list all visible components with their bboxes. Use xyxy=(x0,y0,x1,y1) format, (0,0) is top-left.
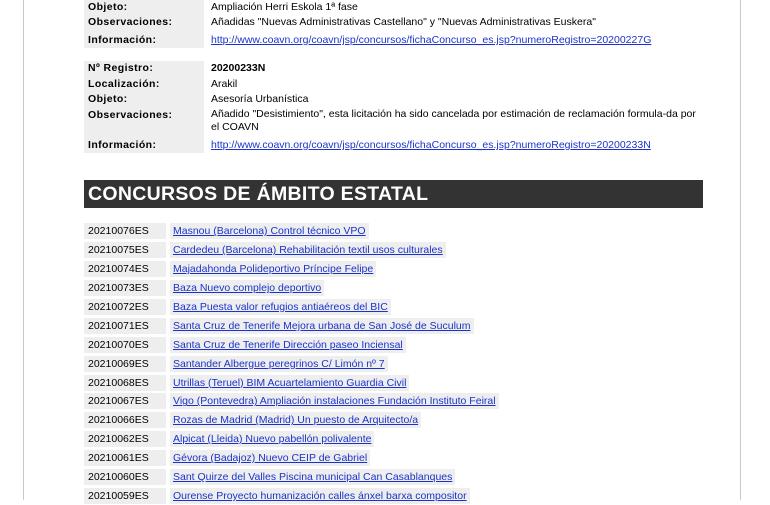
objeto-value: Asesoría Urbanística xyxy=(211,93,309,105)
list-item xyxy=(84,222,514,241)
info-row xyxy=(84,0,702,15)
contest-code: 20210071ES xyxy=(84,318,166,334)
info-row xyxy=(84,134,702,153)
registry-block-2 xyxy=(84,61,702,153)
info-row xyxy=(84,15,702,30)
contest-code: 20210059ES xyxy=(84,488,166,504)
list-item xyxy=(84,316,514,335)
contest-link[interactable]: Baza Puesta valor refugios antiaéreos del BIC xyxy=(170,299,391,315)
contest-code: 20210066ES xyxy=(84,412,166,428)
contest-link[interactable]: Santa Cruz de Tenerife Dirección paseo Inciensal xyxy=(170,337,406,353)
objeto-label: Objeto: xyxy=(84,0,204,15)
localizacion-value: Arakil xyxy=(211,78,238,90)
list-item xyxy=(84,392,514,411)
contest-link[interactable]: Rozas de Madrid (Madrid) Un puesto de Arquitecto/a xyxy=(170,412,421,428)
list-item xyxy=(84,373,514,392)
informacion-label: Información: xyxy=(84,30,204,48)
contest-code: 20210075ES xyxy=(84,242,166,258)
contest-link[interactable]: Vigo (Pontevedra) Ampliación instalaciones Fundación Instituto Feiral xyxy=(170,393,499,409)
list-item xyxy=(84,241,514,260)
localizacion-label: Localización: xyxy=(84,76,204,92)
informacion-label: Información: xyxy=(84,134,204,153)
contest-code: 20210073ES xyxy=(84,280,166,296)
contest-code: 20210069ES xyxy=(84,356,166,372)
contest-link[interactable]: Gévora (Badajoz) Nuevo CEIP de Gabriel xyxy=(170,450,370,466)
registro-label: Nº Registro: xyxy=(84,61,204,76)
observaciones-value: Añadido "Desistimiento", esta licitación ha sido cancelada por estimación de reclamación formula-da por el COAVN xyxy=(211,108,696,133)
list-item xyxy=(84,279,514,298)
contest-code: 20210061ES xyxy=(84,450,166,466)
info-row xyxy=(84,76,702,92)
contest-code: 20210062ES xyxy=(84,431,166,447)
contest-code: 20210076ES xyxy=(84,223,166,239)
contest-code: 20210067ES xyxy=(84,393,166,409)
info-row xyxy=(84,61,702,76)
info-link[interactable]: http://www.coavn.org/coavn/jsp/concursos/fichaConcurso_es.jsp?numeroRegistro=20200227G xyxy=(211,34,652,46)
contest-code: 20210068ES xyxy=(84,375,166,391)
list-item xyxy=(84,335,514,354)
section-header: CONCURSOS DE ÁMBITO ESTATAL xyxy=(84,180,703,208)
info-row xyxy=(84,107,702,134)
contest-link[interactable]: Masnou (Barcelona) Control técnico VPO xyxy=(170,223,369,239)
list-item xyxy=(84,449,514,468)
contest-link[interactable]: Sant Quirze del Valles Piscina municipal Can Casablanques xyxy=(170,469,455,485)
observaciones-value: Añadidas "Nuevas Administrativas Castellano" y "Nuevas Administrativas Euskera" xyxy=(211,16,596,28)
contest-link[interactable]: Santa Cruz de Tenerife Mejora urbana de San José de Suculum xyxy=(170,318,474,334)
info-row xyxy=(84,30,702,48)
list-item xyxy=(84,411,514,430)
list-item xyxy=(84,298,514,317)
contest-link[interactable]: Utrillas (Teruel) BIM Acuartelamiento Guardia Civil xyxy=(170,375,409,391)
list-item xyxy=(84,260,514,279)
contest-code: 20210072ES xyxy=(84,299,166,315)
list-item xyxy=(84,468,514,487)
objeto-value: Ampliación Herri Eskola 1ª fase xyxy=(211,1,358,13)
contest-list xyxy=(84,222,514,505)
objeto-label: Objeto: xyxy=(84,92,204,107)
info-row xyxy=(84,92,702,107)
contest-link[interactable]: Cardedeu (Barcelona) Rehabilitación textil usos culturales xyxy=(170,242,446,258)
observaciones-label: Observaciones: xyxy=(84,15,204,30)
list-item xyxy=(84,354,514,373)
contest-code: 20210060ES xyxy=(84,469,166,485)
contest-link[interactable]: Baza Nuevo complejo deportivo xyxy=(170,280,324,296)
contest-link[interactable]: Santander Albergue peregrinos C/ Limón nº 7 xyxy=(170,356,388,372)
registro-value: 20200233N xyxy=(211,62,266,74)
list-item xyxy=(84,430,514,449)
contest-link[interactable]: Ourense Proyecto humanización calles ánxel barxa compositor xyxy=(170,488,470,504)
contest-link[interactable]: Alpicat (Lleida) Nuevo pabellón polivalente xyxy=(170,431,374,447)
contest-link[interactable]: Majadahonda Polideportivo Príncipe Felipe xyxy=(170,261,376,277)
info-link[interactable]: http://www.coavn.org/coavn/jsp/concursos/fichaConcurso_es.jsp?numeroRegistro=20200233N xyxy=(211,139,651,151)
list-item xyxy=(84,486,514,505)
contest-code: 20210070ES xyxy=(84,337,166,353)
observaciones-label: Observaciones: xyxy=(84,107,204,134)
registry-block-1 xyxy=(84,0,702,48)
contest-code: 20210074ES xyxy=(84,261,166,277)
